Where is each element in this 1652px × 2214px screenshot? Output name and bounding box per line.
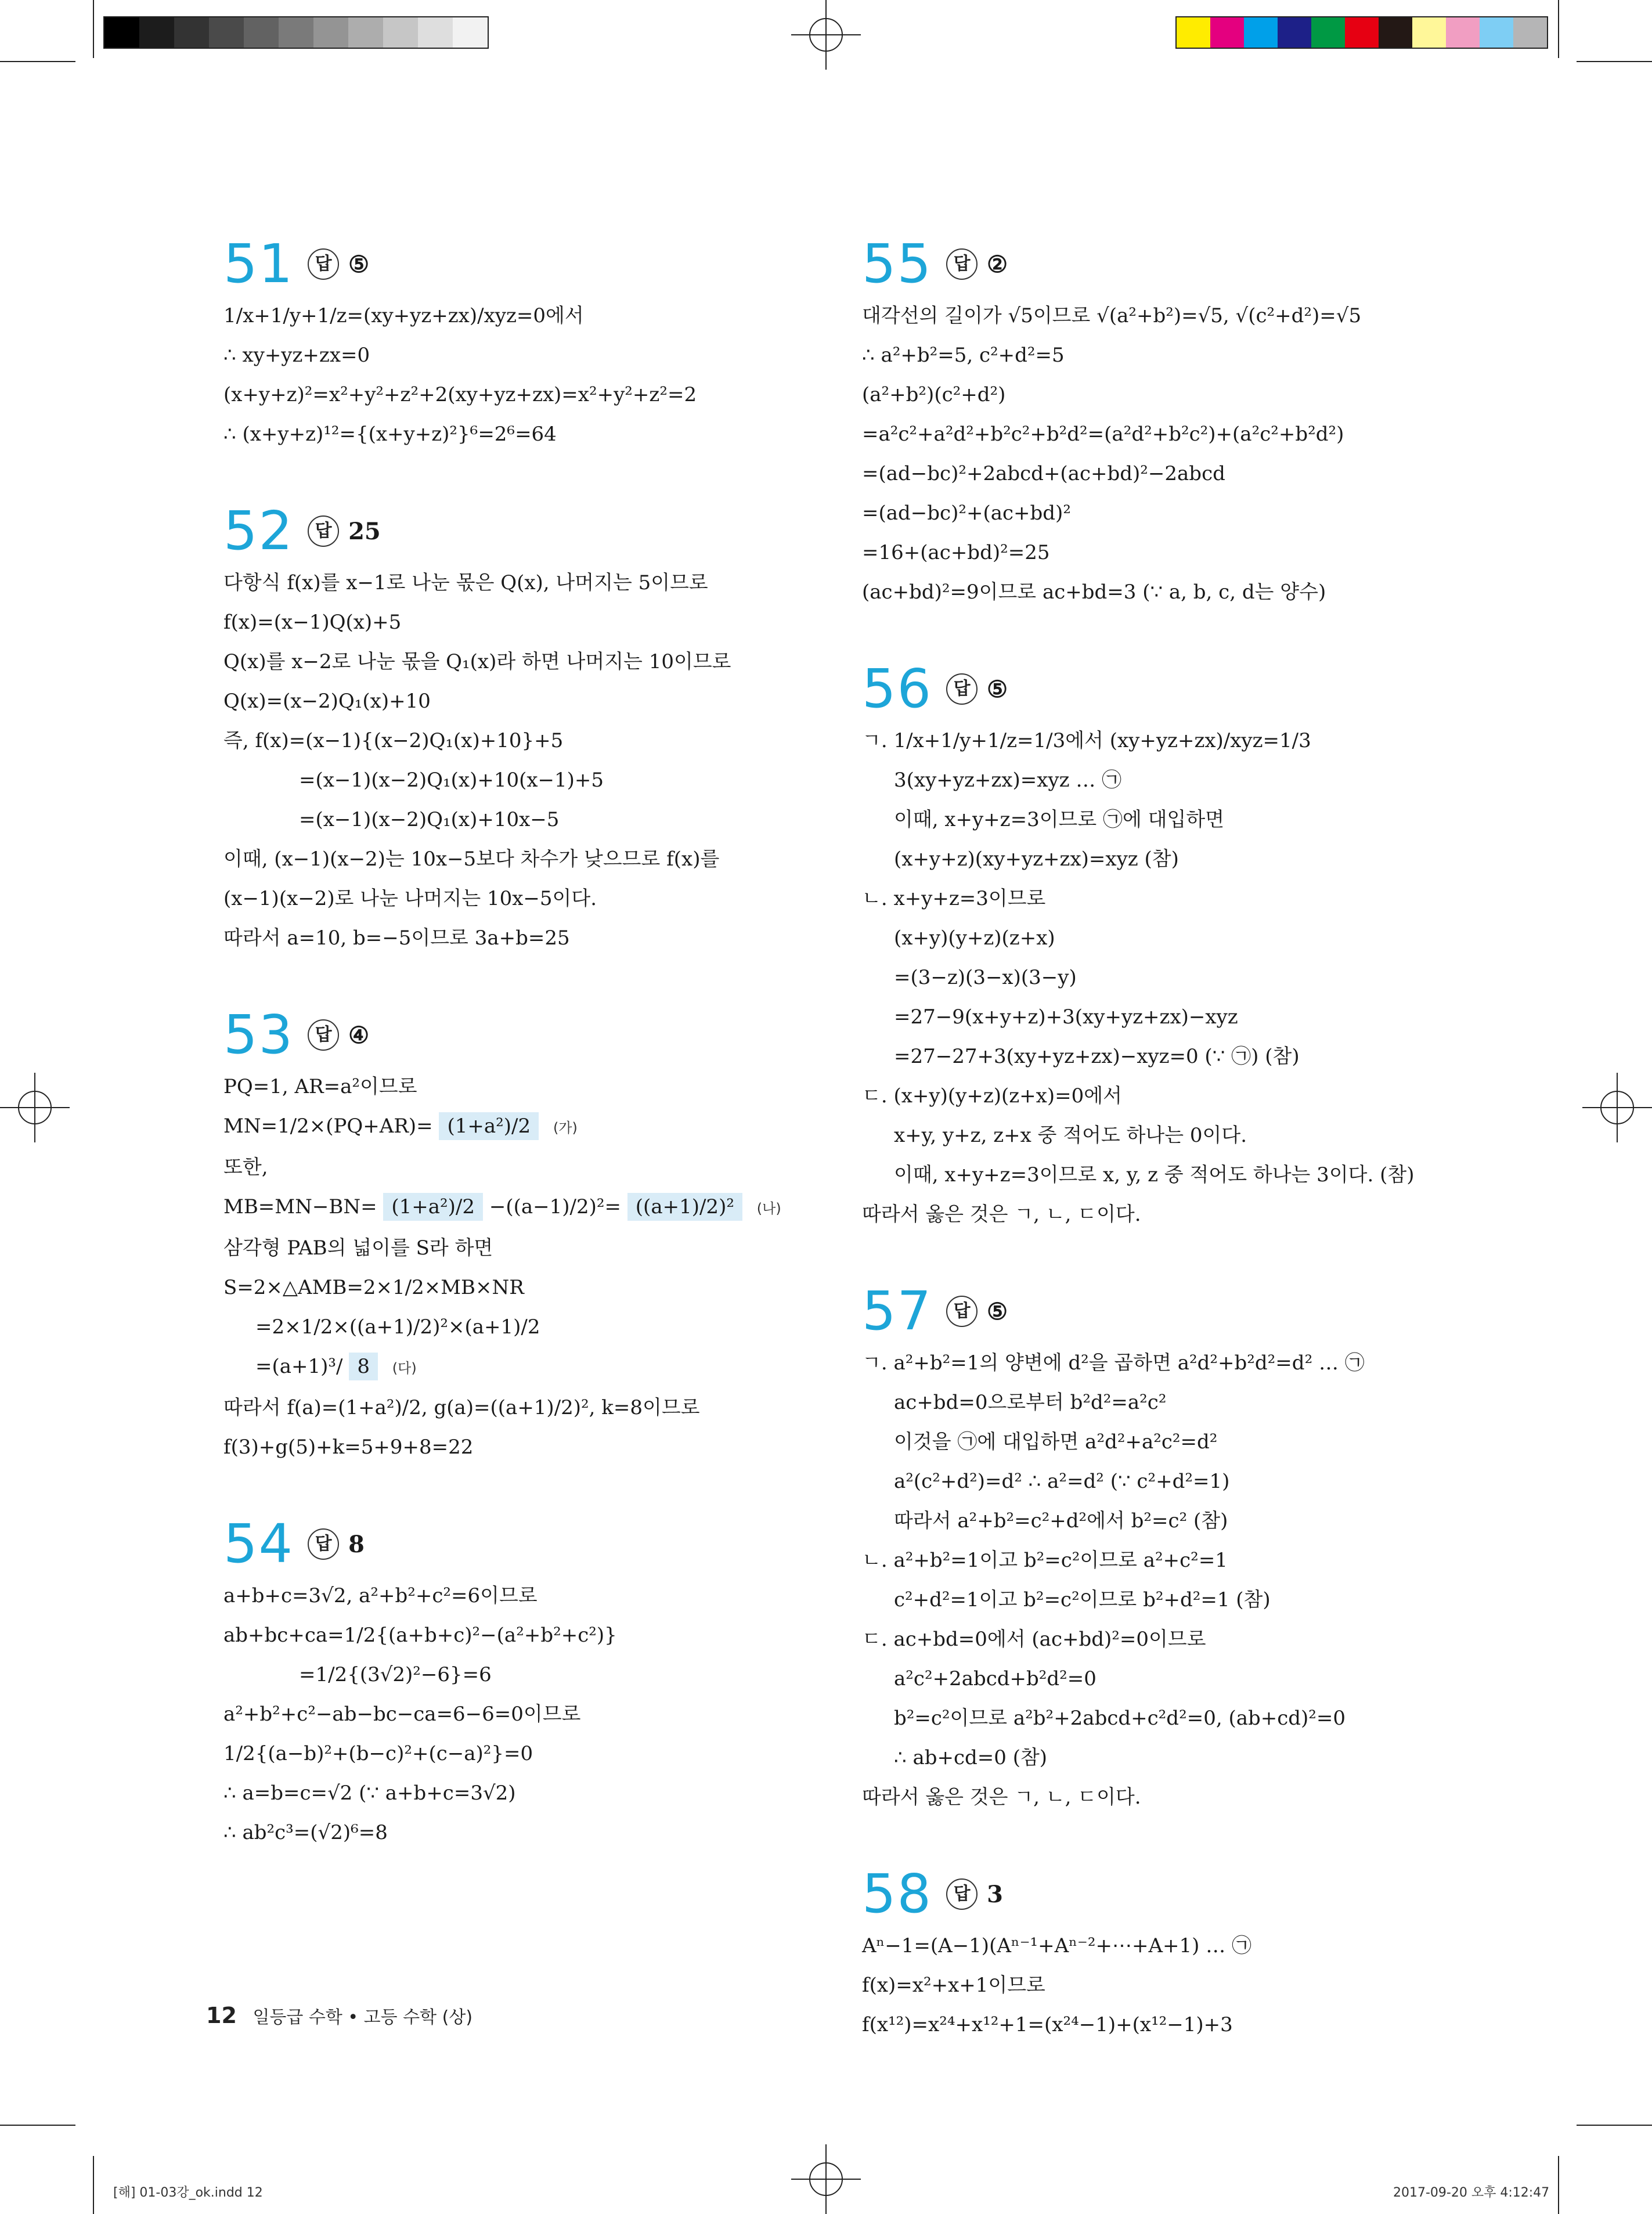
- solution-line: 따라서 a²+b²=c²+d²에서 b²=c² (참): [894, 1509, 1228, 1533]
- problem-number: 57: [862, 1280, 933, 1342]
- solution-line: =(ad−bc)²+2abcd+(ac+bd)²−2abcd: [862, 462, 1225, 485]
- grayscale-bar: [103, 16, 489, 49]
- registration-mark-icon: [791, 2144, 861, 2214]
- solution-line: ∴ (x+y+z)¹²={(x+y+z)²}⁶=2⁶=64: [223, 423, 557, 446]
- solution-line: (x+y+z)²=x²+y²+z²+2(xy+yz+zx)=x²+y²+z²=2: [223, 383, 697, 406]
- formula-text: =(a+1)³/: [255, 1355, 343, 1378]
- solution-line: 대각선의 길이가 √5이므로 √(a²+b²)=√5, √(c²+d²)=√5: [862, 304, 1362, 327]
- color-swatch: [1412, 17, 1446, 48]
- crop-mark: [0, 2125, 75, 2126]
- blank-highlight: (1+a²)/2: [383, 1193, 483, 1221]
- solution-line: 이것을 ㉠에 대입하면 a²d²+a²c²=d²: [894, 1430, 1218, 1454]
- solution-line: =(ad−bc)²+(ac+bd)²: [862, 502, 1071, 525]
- solution-line: f(x)=x²+x+1이므로: [862, 1974, 1045, 1997]
- answer-badge-icon: 답: [946, 1296, 978, 1327]
- problem-56: [862, 657, 1442, 1234]
- color-swatch: [1480, 17, 1513, 48]
- color-swatch: [1278, 17, 1311, 48]
- problem-51: [223, 232, 816, 454]
- solution-line: a²(c²+d²)=d² ∴ a²=d² (∵ c²+d²=1): [894, 1470, 1230, 1493]
- answer-value: 3: [987, 1880, 1003, 1908]
- solution-line: [223, 1106, 816, 1148]
- color-swatch: [348, 17, 383, 48]
- answer-value: ④: [348, 1021, 369, 1049]
- blank-label: (가): [553, 1120, 578, 1136]
- solution-line: b²=c²이므로 a²b²+2abcd+c²d²=0, (ab+cd)²=0: [894, 1707, 1346, 1730]
- solution-line: Q(x)=(x−2)Q₁(x)+10: [223, 690, 431, 713]
- problem-57: [862, 1279, 1442, 1817]
- answer-value: 25: [348, 517, 381, 545]
- solution-line: c²+d²=1이고 b²=c²이므로 b²+d²=1 (참): [894, 1588, 1271, 1611]
- crop-mark: [93, 0, 94, 58]
- answer-value: ②: [987, 250, 1008, 278]
- solution-line: (a²+b²)(c²+d²): [862, 383, 1006, 406]
- solution-line: 이때, (x−1)(x−2)는 10x−5보다 차수가 낮으므로 f(x)를: [223, 848, 720, 871]
- registration-mark-icon: [1582, 1073, 1652, 1142]
- color-swatch: [1210, 17, 1244, 48]
- color-swatch: [279, 17, 313, 48]
- solution-line: 따라서 옳은 것은 ㄱ, ㄴ, ㄷ이다.: [862, 1786, 1141, 1809]
- problem-55: [862, 232, 1442, 612]
- registration-mark-icon: [0, 1073, 70, 1142]
- formula-text: MB=MN−BN=: [223, 1195, 377, 1218]
- problem-number: 51: [223, 233, 294, 295]
- answer-badge-icon: 답: [308, 1019, 339, 1051]
- solution-line: (x+y+z)(xy+yz+zx)=xyz (참): [894, 848, 1179, 871]
- answer-badge-icon: 답: [308, 248, 339, 280]
- crop-mark: [93, 2156, 94, 2214]
- answer-badge-icon: 답: [946, 248, 978, 280]
- page-footer: [206, 2003, 472, 2028]
- color-swatch: [1513, 17, 1547, 48]
- color-swatch: [1379, 17, 1412, 48]
- color-swatch: [104, 17, 139, 48]
- solution-line: 따라서 f(a)=(1+a²)/2, g(a)=((a+1)/2)², k=8이므로: [223, 1396, 700, 1419]
- crop-mark: [0, 61, 75, 62]
- problem-number: 54: [223, 1513, 294, 1575]
- solution-line: ∴ a=b=c=√2 (∵ a+b+c=3√2): [223, 1782, 516, 1805]
- solution-line: =(3−z)(3−x)(3−y): [894, 966, 1077, 989]
- solution-line: 삼각형 PAB의 넓이를 S라 하면: [223, 1236, 493, 1260]
- solution-line: 따라서 옳은 것은 ㄱ, ㄴ, ㄷ이다.: [862, 1203, 1141, 1226]
- solution-line: a²+b²+c²−ab−bc−ca=6−6=0이므로: [223, 1703, 581, 1726]
- solution-line: f(x¹²)=x²⁴+x¹²+1=(x²⁴−1)+(x¹²−1)+3: [862, 2013, 1233, 2036]
- right-column: [862, 232, 1442, 2090]
- solution-line: 1/x+1/y+1/z=(xy+yz+zx)/xyz=0에서: [223, 304, 584, 327]
- solution-line: x+y, y+z, z+x 중 적어도 하나는 0이다.: [894, 1124, 1247, 1147]
- color-swatch: [209, 17, 244, 48]
- book-title: 일등급 수학 • 고등 수학 (상): [253, 2007, 473, 2028]
- color-swatch: [453, 17, 488, 48]
- color-swatch: [313, 17, 348, 48]
- crop-mark: [1577, 61, 1652, 62]
- blank-highlight: ((a+1)/2)²: [627, 1193, 742, 1221]
- solution-line: f(x)=(x−1)Q(x)+5: [223, 611, 402, 634]
- formula-text: MN=1/2×(PQ+AR)=: [223, 1115, 433, 1138]
- problem-number: 56: [862, 658, 933, 720]
- solution-line: a+b+c=3√2, a²+b²+c²=6이므로: [223, 1584, 538, 1607]
- slug-timestamp: 2017-09-20 오후 4:12:47: [1393, 2186, 1550, 2200]
- solution-line: =(x−1)(x−2)Q₁(x)+10x−5: [299, 808, 560, 831]
- solution-line: 또한,: [223, 1156, 268, 1179]
- color-swatch: [1177, 17, 1210, 48]
- crop-mark: [1558, 2156, 1559, 2214]
- formula-text: −((a−1)/2)²=: [489, 1195, 621, 1218]
- problem-58: [862, 1862, 1442, 2044]
- crop-mark: [1577, 2125, 1652, 2126]
- solution-line: ∴ a²+b²=5, c²+d²=5: [862, 344, 1065, 367]
- solution-line: =(x−1)(x−2)Q₁(x)+10(x−1)+5: [299, 769, 604, 792]
- solution-line: S=2×△AMB=2×1/2×MB×NR: [223, 1276, 524, 1299]
- color-swatch: [139, 17, 174, 48]
- left-column: [223, 232, 816, 1898]
- color-bar: [1175, 16, 1548, 49]
- solution-line: =27−9(x+y+z)+3(xy+yz+zx)−xyz: [894, 1005, 1238, 1029]
- solution-line: [223, 1347, 816, 1388]
- answer-badge-icon: 답: [308, 515, 339, 547]
- solution-line: ㄷ. (x+y)(y+z)(z+x)=0에서: [862, 1084, 1122, 1108]
- solution-line: 이때, x+y+z=3이므로 x, y, z 중 적어도 하나는 3이다. (참): [894, 1163, 1415, 1187]
- solution-line: Aⁿ−1=(A−1)(Aⁿ⁻¹+Aⁿ⁻²+⋯+A+1) … ㉠: [862, 1934, 1252, 1957]
- problem-52: [223, 499, 816, 958]
- answer-badge-icon: 답: [946, 673, 978, 705]
- problem-number: 55: [862, 233, 933, 295]
- problem-54: [223, 1512, 816, 1852]
- solution-line: =16+(ac+bd)²=25: [862, 541, 1050, 564]
- solution-line: (x+y)(y+z)(z+x): [894, 926, 1055, 950]
- solution-line: Q(x)를 x−2로 나눈 몫을 Q₁(x)라 하면 나머지는 10이므로: [223, 650, 731, 673]
- crop-mark: [1558, 0, 1559, 58]
- answer-value: ⑤: [987, 1297, 1008, 1325]
- answer-value: 8: [348, 1530, 365, 1558]
- answer-badge-icon: 답: [946, 1878, 978, 1910]
- solution-line: a²c²+2abcd+b²d²=0: [894, 1667, 1096, 1690]
- solution-line: ab+bc+ca=1/2{(a+b+c)²−(a²+b²+c²)}: [223, 1624, 617, 1647]
- slug-filename: [해] 01-03강_ok.indd 12: [113, 2186, 263, 2200]
- solution-line: ㄱ. 1/x+1/y+1/z=1/3에서 (xy+yz+zx)/xyz=1/3: [862, 729, 1311, 752]
- color-swatch: [1244, 17, 1278, 48]
- color-swatch: [418, 17, 453, 48]
- solution-line: PQ=1, AR=a²이므로: [223, 1075, 417, 1098]
- solution-line: ㄴ. x+y+z=3이므로: [862, 887, 1046, 910]
- registration-mark-icon: [791, 0, 861, 70]
- color-swatch: [383, 17, 418, 48]
- solution-line: =2×1/2×((a+1)/2)²×(a+1)/2: [255, 1315, 540, 1339]
- color-swatch: [1345, 17, 1379, 48]
- solution-line: ∴ xy+yz+zx=0: [223, 344, 370, 367]
- solution-line: ㄷ. ac+bd=0에서 (ac+bd)²=0이므로: [862, 1628, 1206, 1651]
- solution-line: ∴ ab²c³=(√2)⁶=8: [223, 1821, 388, 1844]
- solution-line: 즉, f(x)=(x−1){(x−2)Q₁(x)+10}+5: [223, 729, 564, 752]
- answer-value: ⑤: [987, 675, 1008, 703]
- solution-line: [223, 1187, 816, 1228]
- solution-line: =27−27+3(xy+yz+zx)−xyz=0 (∵ ㉠) (참): [894, 1045, 1300, 1068]
- solution-line: =1/2{(3√2)²−6}=6: [299, 1663, 492, 1686]
- problem-number: 52: [223, 500, 294, 562]
- solution-line: ac+bd=0으로부터 b²d²=a²c²: [894, 1391, 1167, 1414]
- color-swatch: [1446, 17, 1480, 48]
- solution-line: 다항식 f(x)를 x−1로 나눈 몫은 Q(x), 나머지는 5이므로: [223, 571, 708, 594]
- color-swatch: [244, 17, 279, 48]
- page-number: 12: [206, 2003, 237, 2028]
- blank-highlight: 8: [349, 1353, 378, 1380]
- blank-highlight: (1+a²)/2: [439, 1112, 539, 1140]
- solution-line: (ac+bd)²=9이므로 ac+bd=3 (∵ a, b, c, d는 양수): [862, 580, 1326, 604]
- solution-line: (x−1)(x−2)로 나눈 나머지는 10x−5이다.: [223, 887, 597, 910]
- solution-line: ㄴ. a²+b²=1이고 b²=c²이므로 a²+c²=1: [862, 1549, 1228, 1572]
- solution-line: ∴ ab+cd=0 (참): [894, 1746, 1048, 1769]
- problem-53: [223, 1003, 816, 1467]
- color-swatch: [174, 17, 209, 48]
- solution-line: =a²c²+a²d²+b²c²+b²d²=(a²d²+b²c²)+(a²c²+b²d²): [862, 423, 1344, 446]
- problem-number: 58: [862, 1863, 933, 1925]
- blank-label: (다): [392, 1360, 417, 1376]
- solution-line: f(3)+g(5)+k=5+9+8=22: [223, 1436, 474, 1459]
- solution-line: ㄱ. a²+b²=1의 양변에 d²을 곱하면 a²d²+b²d²=d² … ㉠: [862, 1351, 1365, 1375]
- blank-label: (나): [756, 1200, 781, 1217]
- answer-badge-icon: 답: [308, 1528, 339, 1560]
- solution-line: 이때, x+y+z=3이므로 ㉠에 대입하면: [894, 808, 1225, 831]
- solution-line: 1/2{(a−b)²+(b−c)²+(c−a)²}=0: [223, 1742, 533, 1765]
- color-swatch: [1311, 17, 1345, 48]
- problem-number: 53: [223, 1004, 294, 1066]
- solution-line: 3(xy+yz+zx)=xyz … ㉠: [894, 769, 1122, 792]
- solution-line: 따라서 a=10, b=−5이므로 3a+b=25: [223, 926, 570, 950]
- answer-value: ⑤: [348, 250, 369, 278]
